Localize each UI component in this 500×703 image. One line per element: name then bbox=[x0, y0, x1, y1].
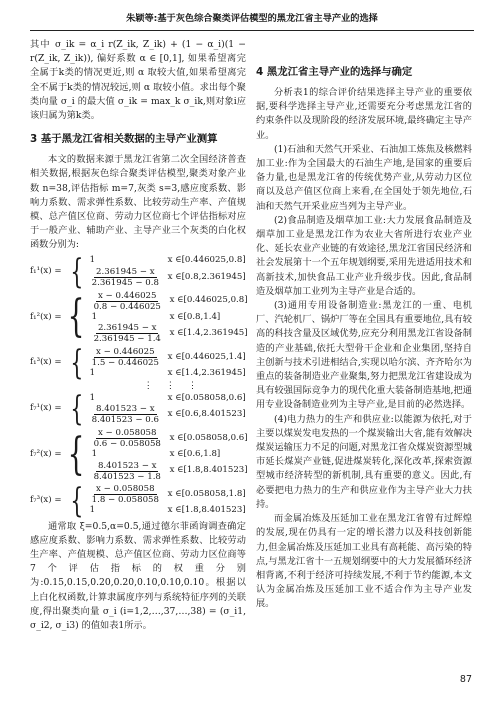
fraction: $\frac{x - 0.446025}{1.5 - 0.446025}$ bbox=[91, 346, 159, 368]
case-range: x ∈[0.6,8.401523] bbox=[167, 409, 246, 420]
brace-symbol: { bbox=[67, 428, 84, 480]
fraction: $\frac{x - 0.058058}{0.6 - 0.058058}$ bbox=[93, 428, 161, 450]
case-range: x ∈[0.446025,0.8] bbox=[167, 255, 246, 266]
industry-metal-paragraph: 而金属冶炼及压延加工业在黑龙江省曾有过辉煌的发展,现在仍具有一定的增长潜力以及科技创新能力,但金属冶炼及压延加工业具有高耗能、高污染的特点,与黑龙江省十一五规划纲要中的大力发展循环经济相背离,不利于经济可持续发展,不利于节约能源,本文认为金属冶炼及压延加工业不适合作为主导产业发展。 bbox=[256, 513, 472, 610]
function-name: f₁³(x) = bbox=[30, 357, 62, 368]
brace-symbol: { bbox=[67, 291, 84, 343]
whitening-function-f7-2 bbox=[30, 428, 246, 482]
fraction: $\frac{x - 0.058058}{1.8 - 0.058058}$ bbox=[91, 484, 159, 506]
case-value: 1 bbox=[89, 392, 96, 403]
section-4-heading: 4 黑龙江省主导产业的选择与确定 bbox=[256, 66, 413, 78]
function-name: f₁¹(x) = bbox=[30, 265, 62, 276]
case-range: x ∈[0.446025,1.4] bbox=[167, 351, 246, 362]
running-title: 朱颖等:基于灰色综合聚类评估模型的黑龙江省主导产业的选择 bbox=[126, 13, 378, 24]
brace-symbol: { bbox=[70, 389, 84, 430]
running-header bbox=[30, 8, 474, 31]
left-column bbox=[30, 38, 246, 633]
industry-food-paragraph: (2)食品制造及烟草加工业:大力发展食品制造及烟草加工业是黑龙江作为农业大省所进行农业产业化、延长农业产业链的有效途径,黑龙江省国民经济和社会发展第十一个五年规划纲要,采用先进适用技术和高新技术,加快食品工业产业升级步伐。因此,食品制造及烟草加工业列为主导产业是合适的。 bbox=[256, 214, 472, 297]
case-range: x ∈[1.8,8.401523] bbox=[169, 465, 248, 476]
fraction: $\frac{8.401523 - x}{8.401523 - 0.6}$ bbox=[91, 404, 159, 426]
case-value: 1 bbox=[89, 505, 96, 516]
intro-paragraph: 其中 σ_ik = α_i r(Z_ik, Z_ik) + (1 − α_i)(1 − r(Z_ik, Z_ik)), 偏好系数 α ∈ [0,1], 如果希望离完全属于k类的情况更近,则 α 取较大值,如果希望离完全不属于k类的情况较远,则 α 取较小值。求出每个聚类向量 σ_i 的最大值 σ_ik = max_k σ_ik,则对象i应该归属为第k类。 bbox=[30, 39, 246, 122]
fraction: $\frac{8.401523 - x}{8.401523 - 1.8}$ bbox=[93, 460, 161, 482]
case-range: x ∈[0.6,1.8] bbox=[169, 449, 221, 460]
case-range: x ∈[0.8,1.4] bbox=[169, 311, 221, 322]
case-range: x ∈[0.058058,0.6] bbox=[167, 392, 246, 403]
industry-equipment-paragraph: (3)通用专用设备制造业:黑龙江的一重、电机厂、汽轮机厂、锅炉厂等在全国具有重要地位,具有较高的科技含量及区域优势,应充分利用黑龙江省设备制造的产业基础,依托大型骨干企业和企业集团,坚持自主创新与技术引进相结合,实现以哈尔滨、齐齐哈尔为重点的装备制造业产业聚集,努力把黑龙江省建设成为具有较强国际竞争力的现代化重大装备制造基地,把通用专业设备制造业列为主导产业,是目前的必然选择。 bbox=[256, 300, 472, 411]
case-value: 1 bbox=[89, 367, 96, 378]
whitening-function-f7-3 bbox=[30, 480, 246, 521]
case-range: x ∈[1.8,8.401523] bbox=[167, 505, 246, 516]
brace-symbol: { bbox=[70, 343, 84, 384]
case-range: x ∈[1.4,2.361945] bbox=[169, 327, 248, 338]
weights-paragraph: 通常取 ξ=0.5,α=0.5,通过德尔菲函询调查确定感应度系数、影响力系数、需求弹性系数、比较劳动生产率、产值规模、总产值区位商、劳动力区位商等7个评估指标的权重分别为:0.15,0.15,0.20,0.20,0.10,0.10,0.10。根据以上白化权函数,计算隶属度序列与系统特征序列的关联度,得出聚类向量 σ_i (i=1,2,…,37,…,38) = (σ_i1, σ_i2, σ_i3) 的值如表1所示。 bbox=[30, 520, 246, 632]
section-3-heading: 3 基于黑龙江省相关数据的主导产业测算 bbox=[30, 133, 218, 146]
whitening-function-f1-1 bbox=[30, 251, 246, 292]
case-range: x ∈[0.058058,1.8] bbox=[167, 489, 246, 500]
function-name: f₁²(x) = bbox=[30, 311, 62, 322]
fraction: $\frac{2.361945 - x}{2.361945 - 0.8}$ bbox=[91, 266, 159, 288]
case-range: x ∈[0.446025,0.8] bbox=[169, 295, 248, 306]
brace-symbol: { bbox=[70, 480, 84, 521]
function-name: f₇²(x) = bbox=[30, 449, 62, 460]
right-column bbox=[256, 38, 472, 612]
case-value: 1 bbox=[89, 255, 96, 266]
analysis-paragraph: 分析表1的综合评价结果选择主导产业的重要依据,要科学选择主导产业,还需要充分考虑黑龙江省的约束条件以及现阶段的经济发展环境,最终确定主导产业。 bbox=[256, 87, 472, 141]
whitening-function-f7-1 bbox=[30, 389, 246, 430]
function-name: f₇¹(x) = bbox=[30, 403, 62, 414]
industry-oil-paragraph: (1)石油和天然气开采业、石油加工炼焦及核燃料加工业:作为全国最大的石油生产地,是国家的重要后备力量,也是黑龙江省的传统优势产业,从劳动力区位商以及总产值区位商上来看,在全国处于领先地位,石油和天然气开采业应当列为主导产业。 bbox=[256, 143, 472, 212]
whitening-function-f1-2 bbox=[30, 291, 246, 345]
fraction: $\frac{2.361945 - x}{2.361945 - 1.4}$ bbox=[93, 323, 161, 345]
brace-symbol: { bbox=[70, 251, 84, 292]
data-paragraph: 本文的数据来源于黑龙江省第二次全国经济普查相关数据,根据灰色综合聚类评估模型,聚类对象产业数 n=38,评估指标 m=7,灰类 s=3,感应度系数、影响力系数、需求弹性系数、比较劳动生产率、产值规模、总产值区位商、劳动力区位商七个评估指标对应于一般产业、辅助产业、主导产业三个灰类的白化权函数分别为: bbox=[30, 154, 246, 251]
case-range: x ∈[0.8,2.361945] bbox=[167, 271, 246, 282]
vertical-ellipsis: ⋮ ⋮ ⋮ bbox=[143, 380, 203, 392]
case-range: x ∈[1.4,2.361945] bbox=[167, 367, 246, 378]
page-number: 87 bbox=[459, 673, 472, 685]
whitening-function-f1-3 bbox=[30, 343, 246, 384]
case-value: 1 bbox=[91, 311, 98, 322]
industry-power-paragraph: (4)电力热力的生产和供应业:以能源为依托,对于主要以煤炭发电发热的一个煤炭输出大省,能有效解决煤炭运输压力不足的问题,对黑龙江省众煤炭资源型城市延长煤炭产业链,促进煤炭转化,深化改革,探索资源型城市经济转型的新机制,具有重要的意义。因此,有必要把电力热力的生产和供应业作为主导产业大力扶持。 bbox=[256, 413, 472, 510]
fraction: $\frac{x - 0.446025}{0.8 - 0.446025}$ bbox=[93, 290, 161, 312]
function-name: f₇³(x) = bbox=[30, 494, 62, 505]
case-range: x ∈[0.058058,0.6] bbox=[169, 432, 248, 443]
case-value: 1 bbox=[91, 449, 98, 460]
